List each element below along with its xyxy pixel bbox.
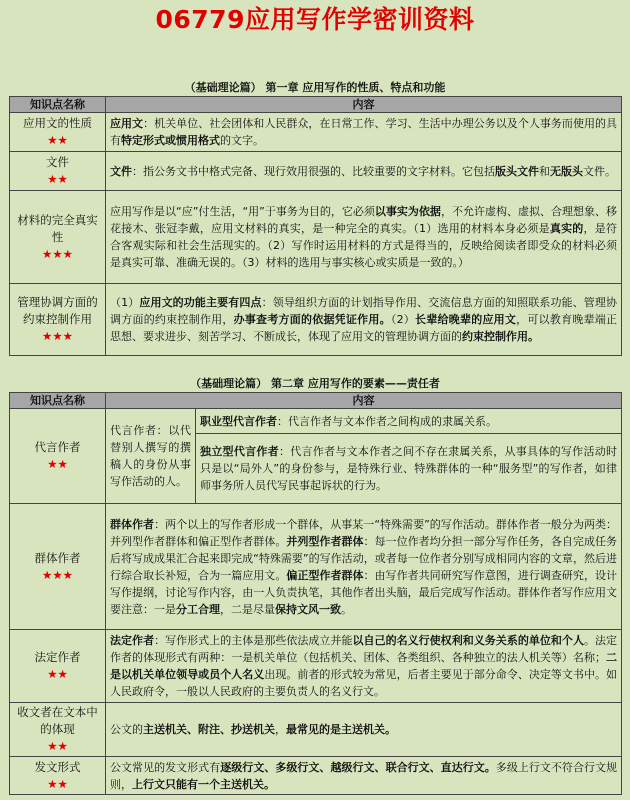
bold-text-run: 应用文 bbox=[110, 117, 144, 130]
bold-text-run: 版头文件 bbox=[495, 164, 539, 178]
bold-text-run: 主送机关、附注、抄送机关 bbox=[143, 723, 275, 736]
table-header-row bbox=[10, 97, 622, 113]
text-run: 文件。 bbox=[583, 164, 616, 178]
chapter1-table bbox=[9, 96, 622, 356]
chapter1-heading: （基础理论篇） 第一章 应用写作的性质、特点和功能 bbox=[184, 81, 446, 94]
text-run: 公文的 bbox=[110, 723, 143, 736]
importance-stars: ★★ bbox=[47, 776, 68, 791]
chapter2-heading: （基础理论篇） 第二章 应用写作的要素——责任者 bbox=[190, 377, 440, 390]
bold-text-run: 独立型代言作者 bbox=[200, 445, 279, 458]
text-run: ：由写作者共同研究写作意图，进行调查研究，设计写作提纲，讨论写作内容，由一人负责执笔，其他作者出头脑，最后完成写作活动。群体作者写作应用文要注意：一是 bbox=[110, 568, 618, 616]
table-header-row bbox=[10, 393, 622, 409]
bold-text-run: 并列型作者群体 bbox=[286, 534, 364, 548]
knowledge-point-content bbox=[106, 703, 622, 757]
knowledge-point-name: 法定作者 ★★ bbox=[10, 630, 106, 703]
knowledge-point-content bbox=[106, 113, 622, 152]
knowledge-point-name: 材料的完全真实性 ★★★ bbox=[10, 191, 106, 284]
knowledge-point-content bbox=[106, 284, 622, 356]
knowledge-point-name: 应用文的性质 ★★ bbox=[10, 113, 106, 152]
bold-text-run: 二是以机关单位领导或员个人名义 bbox=[110, 651, 618, 681]
table-row bbox=[10, 152, 622, 191]
text-run: （1） bbox=[110, 296, 140, 309]
text-run: ，是符合客观实际和社会生活现实的。（2）写作时运用材料的方式是得当的，反映给阅读者即受众的材料必须是真实可靠、准确无误的。（3）材料的选用与事实核心或实质是一致的。） bbox=[110, 222, 618, 269]
bold-text-run: 应用文的功能主要有四点 bbox=[139, 296, 262, 309]
chapter2-table bbox=[9, 392, 622, 795]
importance-stars: ★★★ bbox=[42, 567, 73, 582]
text-run: 的文字。 bbox=[220, 134, 264, 147]
text-run: ，不允许虚构、虚拟、合理想象、移花接木、张冠李戴，应用文材料的真实，是一种完全的真实。（1）选用的材料本身必须是 bbox=[110, 205, 618, 235]
text-run: 和 bbox=[539, 164, 550, 178]
knowledge-point-name: 管理协调方面的约束控制作用 ★★★ bbox=[10, 284, 106, 356]
knowledge-point-content bbox=[106, 504, 622, 630]
knowledge-point-content bbox=[106, 757, 622, 795]
col-header-name: 知识点名称 bbox=[10, 393, 106, 409]
knowledge-point-content bbox=[106, 191, 622, 284]
col-header-content: 内容 bbox=[106, 97, 622, 113]
knowledge-point-content bbox=[106, 630, 622, 703]
knowledge-point-name: 代言作者 ★★ bbox=[10, 409, 106, 504]
text-run: 公文常见的发文形式有 bbox=[110, 760, 221, 774]
knowledge-point-name: 发文形式 ★★ bbox=[10, 757, 106, 795]
importance-stars: ★★★ bbox=[42, 246, 73, 261]
bold-text-run: 分工合理 bbox=[176, 602, 220, 616]
text-run: ：代言作者与文本作者之间构成的隶属关系。 bbox=[277, 414, 497, 428]
bold-text-run: 职业型代言作者 bbox=[200, 414, 277, 428]
knowledge-point-name: 收文者在文本中的体现 ★★ bbox=[10, 703, 106, 757]
bold-text-run: 长辈给晚辈的应用文 bbox=[415, 313, 517, 326]
daiyan-sub-independent bbox=[196, 434, 622, 504]
table-row bbox=[10, 409, 622, 434]
knowledge-point-name: 文件 ★★ bbox=[10, 152, 106, 191]
text-run: ：每一位作者均分担一部分写作任务，各自完成任务后将写成成果汇合起来即完成“特殊需要”的写作活动，或者每一位作者分别写成相同内容的文章，然后进行综合取长补短，合为一篇应用文。 bbox=[110, 534, 618, 582]
bold-text-run: 法定作者 bbox=[110, 634, 155, 647]
text-run: ：领导组织方面的计划指导作用、交流信息方面的知照联系功能、管理协调方面的约束控制作用， bbox=[110, 296, 618, 326]
bold-text-run: 真实的 bbox=[549, 222, 584, 235]
bold-text-run: 办事查考方面的依据凭证作用。 bbox=[233, 313, 391, 326]
daiyan-sub-professional bbox=[196, 409, 622, 434]
importance-stars: ★★ bbox=[47, 739, 68, 753]
text-run: ：两个以上的写作者形成一个群体，从事某一“特殊需要”的写作活动。群体作者一般分为两类：并列型作者群体和偏正型作者群体。 bbox=[110, 517, 617, 548]
table-row bbox=[10, 284, 622, 356]
table-row bbox=[10, 191, 622, 284]
table-row bbox=[10, 757, 622, 795]
table-row bbox=[10, 113, 622, 152]
bold-text-run: 文件 bbox=[110, 164, 132, 178]
importance-stars: ★★ bbox=[47, 667, 68, 681]
page-title: 06779应用写作学密训资料 bbox=[155, 5, 475, 34]
knowledge-point-name: 群体作者 ★★★ bbox=[10, 504, 106, 630]
importance-stars: ★★ bbox=[47, 172, 68, 186]
bold-text-run: 保持文风一致 bbox=[275, 602, 341, 616]
text-run: 。 bbox=[341, 602, 352, 616]
text-run: ：机关单位、社会团体和人民群众，在日常工作、学习、生活中办理公务以及个人事务而使用的具有 bbox=[110, 117, 618, 147]
text-run: ：写作形式上的主体是那些依法成立并能 bbox=[154, 634, 353, 647]
bold-text-run: 偏正型作者群体 bbox=[286, 568, 364, 582]
bold-text-run: 特定形式或惯用格式 bbox=[121, 134, 220, 147]
text-run: 多级上行文不符合行文规则， bbox=[110, 760, 618, 791]
bold-text-run: 群体作者 bbox=[110, 517, 155, 531]
knowledge-point-content bbox=[106, 152, 622, 191]
importance-stars: ★★ bbox=[47, 457, 68, 471]
table-row bbox=[10, 630, 622, 703]
importance-stars: ★★★ bbox=[42, 329, 73, 343]
text-run: ， bbox=[275, 723, 286, 736]
bold-text-run: 无版头 bbox=[550, 164, 583, 178]
text-run: ：代言作者与文本作者之间不存在隶属关系，从事具体的写作活动时只是以“局外人”的身份参与，是特殊行业、特殊群体的一种“服务型”的写作者，如律师事务所人员代写民事起诉状的行为。 bbox=[200, 445, 618, 492]
daiyan-definition: 代言作者：以代替别人撰写的撰稿人的身份从事写作活动的人。 bbox=[106, 409, 196, 504]
bold-text-run: 最常见的是主送机关。 bbox=[286, 723, 396, 736]
text-run: （2） bbox=[390, 313, 416, 326]
col-header-name: 知识点名称 bbox=[10, 97, 106, 113]
bold-text-run: 上行文只能有一个主送机关。 bbox=[132, 777, 275, 791]
bold-text-run: 约束控制作用。 bbox=[462, 330, 539, 343]
bold-text-run: 以事实为依据 bbox=[374, 205, 441, 218]
table-row bbox=[10, 504, 622, 630]
col-header-content: 内容 bbox=[106, 393, 622, 409]
importance-stars: ★★ bbox=[47, 133, 68, 147]
text-run: 应用写作是以“应”付生活，“用”于事务为目的，它必须 bbox=[110, 205, 375, 218]
text-run: 出现。前者的形式较为常见，后者主要见于部分命令、决定等文书中。如人民政府令，一般以人民政府的主要负责人的名义行文。 bbox=[110, 668, 617, 698]
text-run: ：指公务文书中格式完备、现行效用很强的、比较重要的文字材料。它包括 bbox=[132, 164, 495, 178]
text-run: 。法定作者的体现形式有两种：一是机关单位（包括机关、团体、各类组织、各种独立的法人机关等）名称； bbox=[110, 634, 618, 664]
table-row bbox=[10, 703, 622, 757]
text-run: ，可以教育晚辈端正思想、要求进步、刻苦学习、不断成长，体现了应用文的管理协调方面的 bbox=[110, 313, 618, 343]
text-run: ，二是尽量 bbox=[220, 602, 275, 616]
bold-text-run: 以自己的名义行使权利和义务关系的单位和个人 bbox=[352, 634, 584, 647]
bold-text-run: 逐级行文、多级行文、越级行文、联合行文、直达行文。 bbox=[220, 760, 496, 774]
